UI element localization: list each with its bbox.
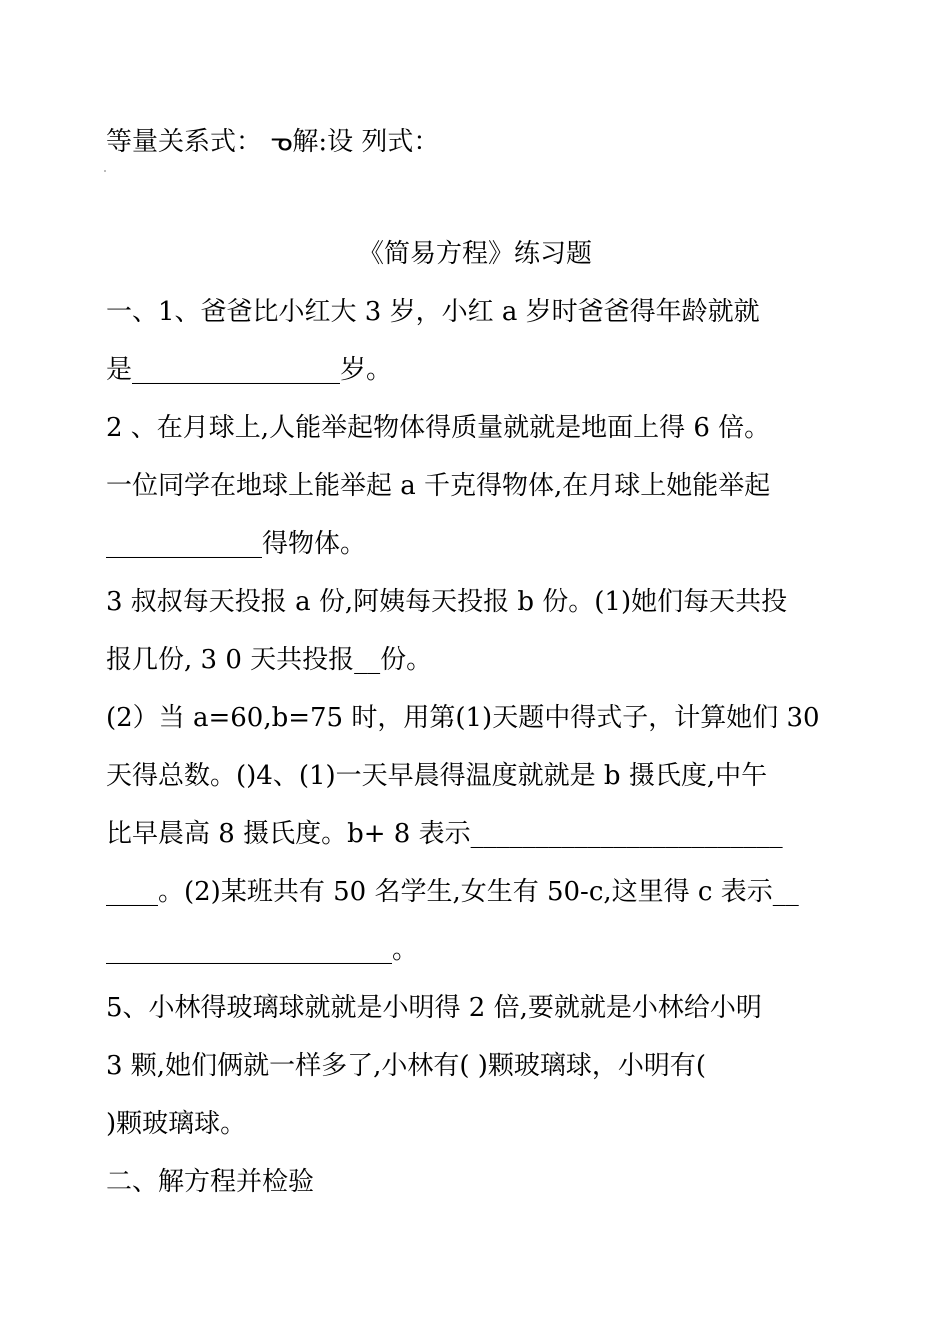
- equation-setup-line: 等量关系式： ᓀ解:设 列式：: [106, 127, 440, 157]
- question-5-line-2: 3 颗,她们俩就一样多了,小林有( )颗玻璃球，小明有(: [106, 1051, 707, 1081]
- worksheet-title: 《简易方程》练习题: [357, 239, 592, 269]
- section-2-heading: 二、解方程并检验: [106, 1167, 315, 1197]
- question-1-line-2: 是________________岁。: [106, 355, 393, 385]
- question-4-line-2: 比早晨高 8 摄氏度。b+ 8 表示________________________: [106, 819, 783, 849]
- scan-speck: [104, 170, 106, 172]
- question-3-line-2: 报几份, 3 0 天共投报__份。: [106, 645, 433, 675]
- question-3-line-1: 3 叔叔每天投报 a 份,阿姨每天投报 b 份。(1)她们每天共投: [106, 587, 788, 617]
- question-3-part-2-line-1: (2）当 a=60,b=75 时，用第(1)天题中得式子，计算她们 30: [106, 703, 820, 733]
- question-5-line-3: )颗玻璃球。: [106, 1109, 247, 1139]
- question-1-line-1: 一、1、爸爸比小红大 3 岁，小红 a 岁时爸爸得年龄就就: [106, 297, 760, 327]
- question-5-line-1: 5、小林得玻璃球就就是小明得 2 倍,要就就是小林给小明: [106, 993, 762, 1023]
- question-2-line-3: ____________得物体。: [106, 529, 367, 559]
- question-4-line-3: ____。(2)某班共有 50 名学生,女生有 50-c,这里得 c 表示__: [106, 877, 799, 907]
- question-4-line-4: ______________________。: [106, 935, 419, 965]
- question-4-line-1: 天得总数。()4、(1)一天早晨得温度就就是 b 摄氏度,中午: [106, 761, 768, 791]
- question-2-line-1: 2 、在月球上,人能举起物体得质量就就是地面上得 6 倍。: [106, 413, 771, 443]
- question-2-line-2: 一位同学在地球上能举起 a 千克得物体,在月球上她能举起: [106, 471, 771, 501]
